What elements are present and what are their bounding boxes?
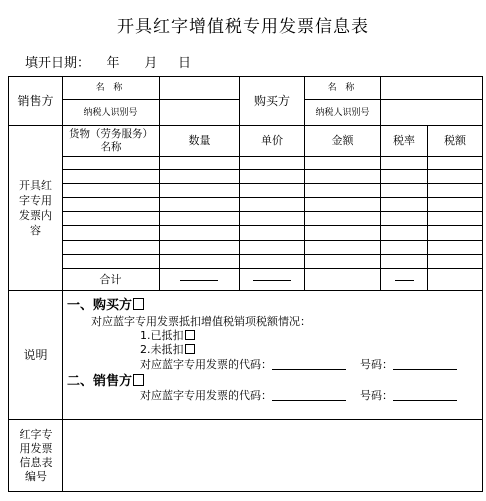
not-deducted-option (140, 341, 195, 357)
seller-name-field[interactable] (160, 77, 239, 99)
year-label: 年 (106, 56, 120, 71)
buyer-label: 购买方 (253, 94, 290, 108)
fill-date-label: 填开日期： (25, 56, 91, 71)
row-divider (9, 290, 482, 291)
row-divider (62, 183, 482, 184)
seller-name-label: 名 称 (95, 83, 126, 93)
row-divider (62, 240, 482, 241)
buyer-tax-id-field[interactable] (381, 100, 482, 125)
tax-amount-header: 税额 (444, 134, 466, 147)
buyer-name-field[interactable] (381, 77, 482, 99)
seller-checkbox[interactable] (133, 374, 144, 386)
unit-price-header: 单价 (261, 134, 283, 147)
deduction-status-text: 对应蓝字专用发票抵扣增值税销项税额情况： (91, 315, 311, 328)
blue-invoice-code-field[interactable] (272, 369, 346, 370)
deducted-option-label: 1.已抵扣 (140, 329, 184, 342)
buyer-tax-id-label: 纳税人识别号 (315, 107, 370, 118)
tax-rate-header: 税率 (393, 134, 415, 147)
amount-header: 金额 (331, 134, 354, 147)
seller-blue-invoice-number-field[interactable] (393, 400, 457, 401)
unit-price-total-blank (253, 280, 291, 281)
buyer-checkbox[interactable] (133, 298, 144, 310)
row-divider (62, 169, 482, 170)
red-invoice-form (8, 76, 483, 492)
buyer-section-title (67, 294, 144, 313)
deducted-checkbox[interactable] (185, 330, 195, 340)
month-label: 月 (144, 56, 158, 71)
seller-blue-invoice-code-label: 对应蓝字专用发票的代码： (140, 389, 272, 402)
not-deducted-option-label: 2.未抵扣 (140, 343, 184, 356)
blue-invoice-code-label: 对应蓝字专用发票的代码： (140, 358, 272, 371)
blue-invoice-number-field[interactable] (393, 369, 457, 370)
seller-tax-id-field[interactable] (160, 100, 239, 125)
row-divider (62, 225, 482, 226)
row-divider (62, 211, 482, 212)
quantity-total-blank (180, 280, 218, 281)
seller-label: 销售方 (17, 94, 54, 108)
quantity-header: 数量 (188, 134, 211, 147)
row-divider (62, 156, 482, 157)
explanation-label: 说明 (23, 348, 48, 362)
seller-section-title (67, 370, 144, 389)
buyer-blue-invoice-line (140, 356, 457, 372)
seller-blue-invoice-line (140, 387, 457, 403)
blue-invoice-number-label: 号码： (360, 358, 393, 371)
total-label: 合计 (99, 272, 122, 286)
seller-blue-invoice-number-label: 号码： (360, 389, 393, 402)
row-divider (62, 197, 482, 198)
row-divider (62, 254, 482, 255)
info-number-field[interactable] (63, 420, 482, 491)
seller-blue-invoice-code-field[interactable] (272, 400, 346, 401)
not-deducted-checkbox[interactable] (185, 344, 195, 354)
form-title: 开具红字增值税专用发票信息表 (117, 17, 369, 37)
buyer-name-label: 名 称 (327, 83, 358, 93)
info-number-label: 红字专用发票信息表编号 (19, 427, 53, 483)
day-label: 日 (178, 56, 192, 71)
tax-rate-total-blank (395, 280, 414, 281)
seller-section-title-text: 二、销售方 (67, 374, 133, 389)
seller-tax-id-label: 纳税人识别号 (83, 107, 138, 118)
fill-date-line (25, 52, 191, 71)
content-side-label: 开具红字专用发票内容 (19, 179, 52, 237)
goods-name-header: 货物（劳务服务）名称 (69, 128, 153, 153)
buyer-section-title-text: 一、购买方 (67, 298, 133, 313)
